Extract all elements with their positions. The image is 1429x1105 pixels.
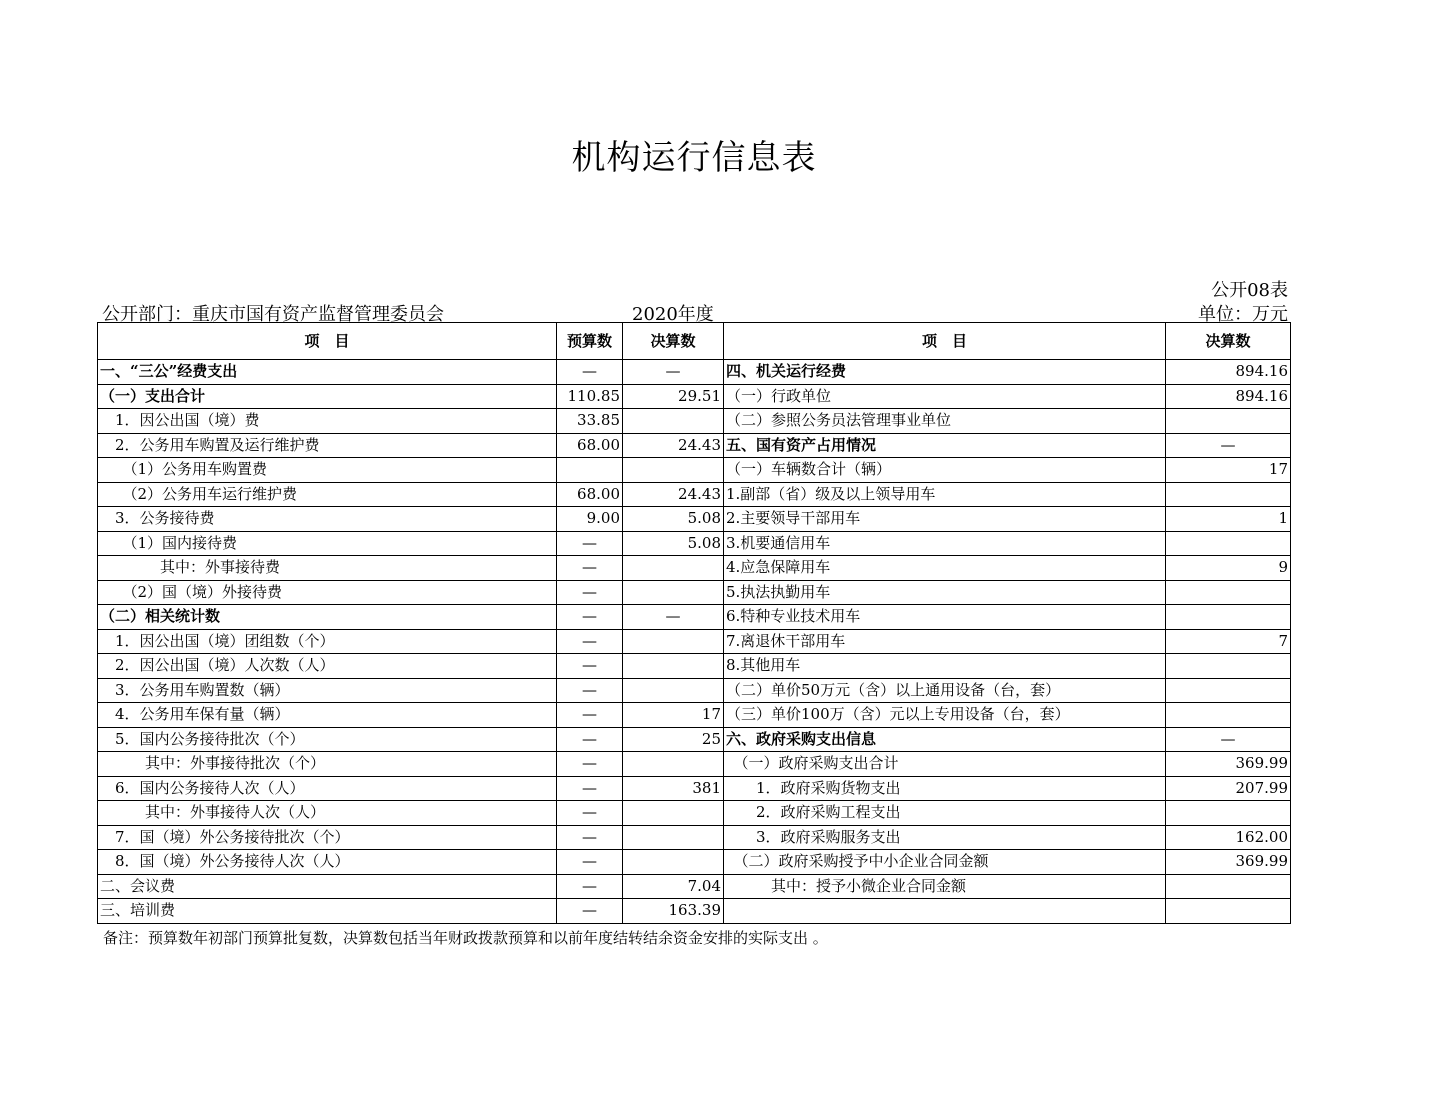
- row-final-right: 17: [1166, 458, 1291, 483]
- row-final-left: [623, 752, 724, 777]
- table-row: [98, 605, 1291, 630]
- row-budget: 110.85: [557, 384, 623, 409]
- row-budget: —: [557, 801, 623, 826]
- row-item-right: （一）行政单位: [724, 384, 1166, 409]
- row-final-left: —: [623, 360, 724, 385]
- header-final-right: 决算数: [1166, 323, 1291, 360]
- row-item-right: （二）参照公务员法管理事业单位: [724, 409, 1166, 434]
- page-title: 机构运行信息表: [571, 138, 817, 178]
- row-final-left: [623, 825, 724, 850]
- row-budget: 68.00: [557, 433, 623, 458]
- row-item-left: （二）相关统计数: [98, 605, 557, 630]
- row-final-right: 7: [1166, 629, 1291, 654]
- row-item-left: 3．公务接待费: [98, 507, 557, 532]
- table-row: [98, 556, 1291, 581]
- row-final-right: [1166, 874, 1291, 899]
- row-final-left: [623, 850, 724, 875]
- table-row: [98, 850, 1291, 875]
- table-row: [98, 482, 1291, 507]
- row-item-right: 7.离退休干部用车: [724, 629, 1166, 654]
- row-final-left: 5.08: [623, 507, 724, 532]
- row-final-right: [1166, 605, 1291, 630]
- table-row: [98, 678, 1291, 703]
- row-item-left: （1）国内接待费: [98, 531, 557, 556]
- row-item-left: 4．公务用车保有量（辆）: [98, 703, 557, 728]
- table-row: [98, 874, 1291, 899]
- row-final-left: [623, 556, 724, 581]
- row-budget: —: [557, 776, 623, 801]
- header-final-left: 决算数: [623, 323, 724, 360]
- row-item-right: （二）政府采购授予中小企业合同金额: [724, 850, 1166, 875]
- row-item-left: （1）公务用车购置费: [98, 458, 557, 483]
- table-row: [98, 458, 1291, 483]
- table-code: 公开08表: [1211, 280, 1288, 301]
- row-budget: 9.00: [557, 507, 623, 532]
- row-budget: —: [557, 360, 623, 385]
- row-budget: —: [557, 531, 623, 556]
- table-row: [98, 580, 1291, 605]
- row-final-left: 25: [623, 727, 724, 752]
- row-final-left: 24.43: [623, 433, 724, 458]
- table-row: [98, 727, 1291, 752]
- row-final-right: —: [1166, 433, 1291, 458]
- row-budget: —: [557, 605, 623, 630]
- table-row: [98, 825, 1291, 850]
- row-item-left: 2．因公出国（境）人次数（人）: [98, 654, 557, 679]
- info-table: [97, 322, 1291, 924]
- header-budget: 预算数: [557, 323, 623, 360]
- row-budget: —: [557, 556, 623, 581]
- row-item-right: 3.机要通信用车: [724, 531, 1166, 556]
- row-budget: —: [557, 580, 623, 605]
- row-item-right: （三）单价100万（含）元以上专用设备（台，套）: [724, 703, 1166, 728]
- year-label: 2020年度: [632, 304, 714, 325]
- table-row: [98, 531, 1291, 556]
- row-budget: —: [557, 825, 623, 850]
- table-row: [98, 801, 1291, 826]
- row-item-left: 6．国内公务接待人次（人）: [98, 776, 557, 801]
- row-item-right: 1．政府采购货物支出: [724, 776, 1166, 801]
- row-final-left: 24.43: [623, 482, 724, 507]
- table-row: [98, 752, 1291, 777]
- row-item-right: （一）政府采购支出合计: [724, 752, 1166, 777]
- row-final-right: 207.99: [1166, 776, 1291, 801]
- row-item-right: （二）单价50万元（含）以上通用设备（台，套）: [724, 678, 1166, 703]
- row-item-left: 5．国内公务接待批次（个）: [98, 727, 557, 752]
- row-item-right: 2.主要领导干部用车: [724, 507, 1166, 532]
- row-budget: —: [557, 703, 623, 728]
- row-item-left: （2）国（境）外接待费: [98, 580, 557, 605]
- row-item-right: 6.特种专业技术用车: [724, 605, 1166, 630]
- row-final-right: 162.00: [1166, 825, 1291, 850]
- table-header-row: [98, 323, 1291, 360]
- row-item-right: 其中：授予小微企业合同金额: [724, 874, 1166, 899]
- row-item-right: 8.其他用车: [724, 654, 1166, 679]
- row-item-left: 其中：外事接待人次（人）: [98, 801, 557, 826]
- row-final-right: 894.16: [1166, 384, 1291, 409]
- unit-label: 单位：万元: [1198, 304, 1288, 325]
- row-item-right: [724, 899, 1166, 924]
- row-final-right: [1166, 409, 1291, 434]
- row-item-right: 5.执法执勤用车: [724, 580, 1166, 605]
- row-item-left: 1．因公出国（境）团组数（个）: [98, 629, 557, 654]
- row-final-left: [623, 654, 724, 679]
- row-item-left: 其中：外事接待批次（个）: [98, 752, 557, 777]
- row-final-right: 369.99: [1166, 850, 1291, 875]
- row-item-left: 二、会议费: [98, 874, 557, 899]
- row-final-left: 163.39: [623, 899, 724, 924]
- row-budget: 68.00: [557, 482, 623, 507]
- row-item-left: 1．因公出国（境）费: [98, 409, 557, 434]
- row-budget: 33.85: [557, 409, 623, 434]
- row-final-left: [623, 580, 724, 605]
- table-row: [98, 433, 1291, 458]
- row-item-left: 其中：外事接待费: [98, 556, 557, 581]
- row-item-left: （一）支出合计: [98, 384, 557, 409]
- row-final-left: 17: [623, 703, 724, 728]
- row-item-right: 2．政府采购工程支出: [724, 801, 1166, 826]
- table-row: [98, 703, 1291, 728]
- row-final-left: 381: [623, 776, 724, 801]
- row-final-left: 7.04: [623, 874, 724, 899]
- row-final-right: 9: [1166, 556, 1291, 581]
- row-final-right: 369.99: [1166, 752, 1291, 777]
- row-budget: —: [557, 899, 623, 924]
- row-final-right: —: [1166, 727, 1291, 752]
- row-final-left: 29.51: [623, 384, 724, 409]
- row-final-right: [1166, 678, 1291, 703]
- row-item-left: 三、培训费: [98, 899, 557, 924]
- row-final-left: [623, 678, 724, 703]
- table-row: [98, 654, 1291, 679]
- row-final-right: 894.16: [1166, 360, 1291, 385]
- row-item-right: 3．政府采购服务支出: [724, 825, 1166, 850]
- header-item-left: 项 目: [98, 323, 557, 360]
- row-item-right: 四、机关运行经费: [724, 360, 1166, 385]
- row-final-right: [1166, 482, 1291, 507]
- row-budget: —: [557, 874, 623, 899]
- row-item-left: 一、“三公”经费支出: [98, 360, 557, 385]
- table-row: [98, 384, 1291, 409]
- row-final-left: —: [623, 605, 724, 630]
- row-final-left: 5.08: [623, 531, 724, 556]
- row-item-left: 7．国（境）外公务接待批次（个）: [98, 825, 557, 850]
- row-item-right: 4.应急保障用车: [724, 556, 1166, 581]
- row-budget: —: [557, 850, 623, 875]
- row-final-right: [1166, 801, 1291, 826]
- row-item-left: 3．公务用车购置数（辆）: [98, 678, 557, 703]
- row-item-left: 2．公务用车购置及运行维护费: [98, 433, 557, 458]
- row-budget: —: [557, 654, 623, 679]
- row-item-right: 六、政府采购支出信息: [724, 727, 1166, 752]
- table-row: [98, 409, 1291, 434]
- header-item-right: 项 目: [724, 323, 1166, 360]
- row-item-right: 1.副部（省）级及以上领导用车: [724, 482, 1166, 507]
- table-row: [98, 899, 1291, 924]
- row-budget: —: [557, 752, 623, 777]
- row-final-right: 1: [1166, 507, 1291, 532]
- row-final-right: [1166, 654, 1291, 679]
- row-final-right: [1166, 531, 1291, 556]
- row-item-left: 8．国（境）外公务接待人次（人）: [98, 850, 557, 875]
- row-budget: [557, 458, 623, 483]
- row-item-right: （一）车辆数合计（辆）: [724, 458, 1166, 483]
- row-final-left: [623, 801, 724, 826]
- department-label: 公开部门：重庆市国有资产监督管理委员会: [102, 304, 444, 325]
- row-item-left: （2）公务用车运行维护费: [98, 482, 557, 507]
- row-final-left: [623, 458, 724, 483]
- row-final-right: [1166, 899, 1291, 924]
- row-budget: —: [557, 678, 623, 703]
- table-row: [98, 507, 1291, 532]
- row-final-right: [1166, 580, 1291, 605]
- footnote: 备注：预算数年初部门预算批复数，决算数包括当年财政拨款预算和以前年度结转结余资金安排的实际支出 。: [103, 929, 828, 947]
- row-item-right: 五、国有资产占用情况: [724, 433, 1166, 458]
- table-row: [98, 629, 1291, 654]
- row-budget: —: [557, 629, 623, 654]
- row-budget: —: [557, 727, 623, 752]
- row-final-right: [1166, 703, 1291, 728]
- table-row: [98, 360, 1291, 385]
- row-final-left: [623, 409, 724, 434]
- table-row: [98, 776, 1291, 801]
- row-final-left: [623, 629, 724, 654]
